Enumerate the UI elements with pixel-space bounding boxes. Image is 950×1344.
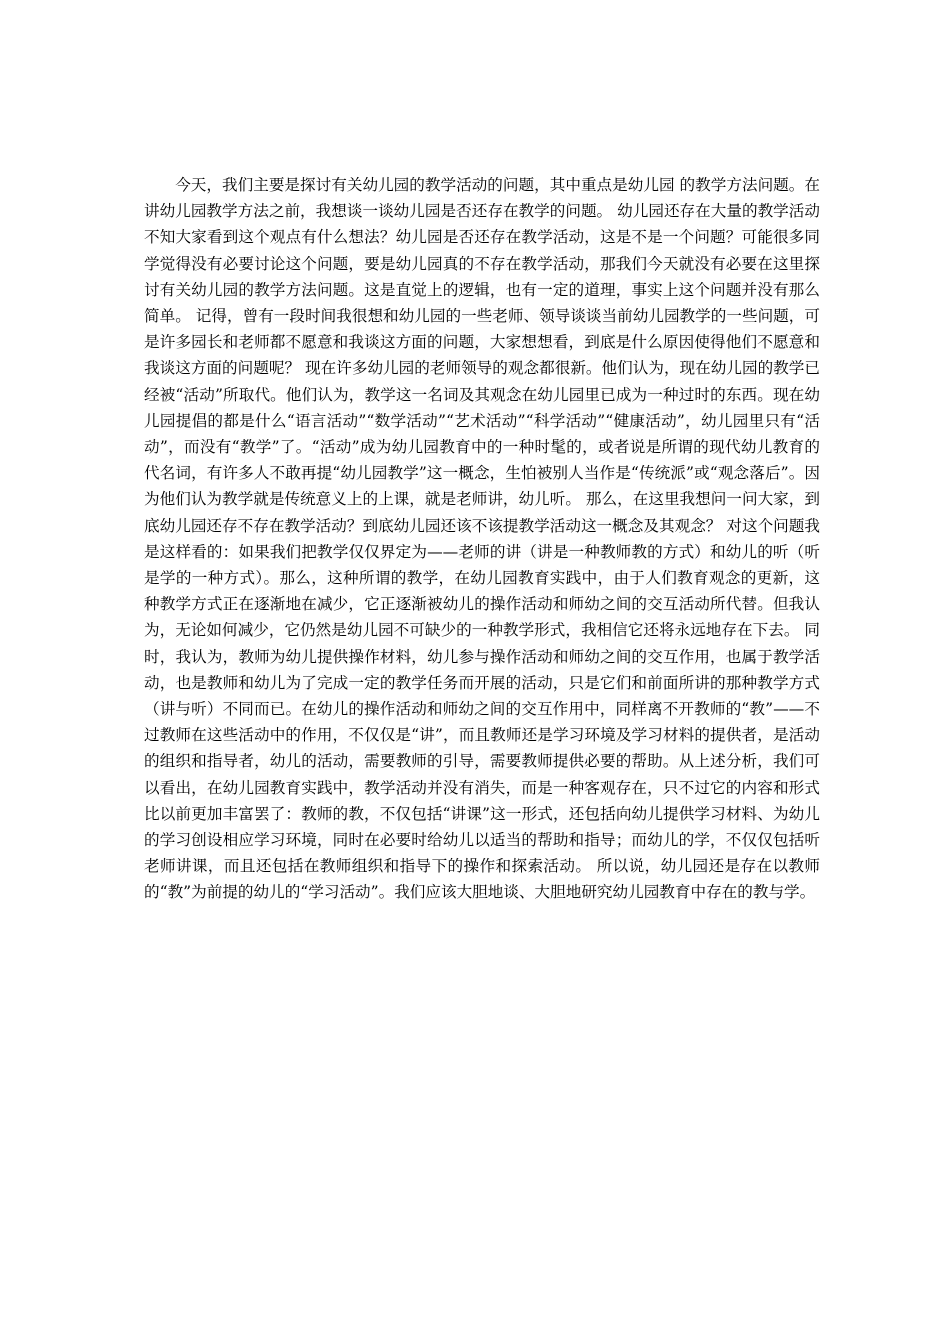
body-paragraph: 今天，我们主要是探讨有关幼儿园的教学活动的问题，其中重点是幼儿园 的教学方法问题。在讲幼儿园教学方法之前，我想谈一谈幼儿园是否还存在教学的问题。 幼儿园还存在大量的教学活动 不知大家看到这个观点有什么想法？幼儿园是否还存在教学活动，这是不是一个问题？可能很多同学觉得没有必要讨论这个问题，要是幼儿园真的不存在教学活动，那我们今天就没有必要在这里探讨有关幼儿园的教学方法问题。这是直觉上的逻辑，也有一定的道理，事实上这个问题并没有那么简单。 记得，曾有一段时间我很想和幼儿园的一些老师、领导谈谈当前幼儿园教学的一些问题，可是许多园长和老师都不愿意和我谈这方面的问题，大家想想看，到底是什么原因使得他们不愿意和我谈这方面的问题呢？ 现在许多幼儿园的老师领导的观念都很新。他们认为，现在幼儿园的教学已经被“活动”所取代。他们认为，教学这一名词及其观念在幼儿园里已成为一种过时的东西。现在幼儿园提倡的都是什么“语言活动”“数学活动”“艺术活动”“科学活动”“健康活动”，幼儿园里只有“活动”，而没有“教学”了。“活动”成为幼儿园教育中的一种时髦的，或者说是所谓的现代幼儿教育的代名词，有许多人不敢再提“幼儿园教学”这一概念，生怕被别人当作是“传统派”或“观念落后”。因为他们认为教学就是传统意义上的上课，就是老师讲，幼儿听。 那么，在这里我想问一问大家，到底幼儿园还存不存在教学活动？到底幼儿园还该不该提教学活动这一概念及其观念？ 对这个问题我是这样看的：如果我们把教学仅仅界定为——老师的讲（讲是一种教师教的方式）和幼儿的听（听是学的一种方式）。那么，这种所谓的教学，在幼儿园教育实践中，由于人们教育观念的更新，这种教学方式正在逐渐地在减少，它正逐渐被幼儿的操作活动和师幼之间的交互活动所代替。但我认为，无论如何减少，它仍然是幼儿园不可缺少的一种教学形式，我相信它还将永远地存在下去。 同时，我认为，教师为幼儿提供操作材料，幼儿参与操作活动和师幼之间的交互作用，也属于教学活动，也是教师和幼儿为了完成一定的教学任务而开展的活动，只是它们和前面所讲的那种教学方式（讲与听）不同而已。在幼儿的操作活动和师幼之间的交互作用中，同样离不开教师的“教”——不过教师在这些活动中的作用，不仅仅是“讲”，而且教师还是学习环境及学习材料的提供者，是活动的组织和指导者，幼儿的活动，需要教师的引导，需要教师提供必要的帮助。从上述分析，我们可以看出，在幼儿园教育实践中，教学活动并没有消失，而是一种客观存在，只不过它的内容和形式比以前更加丰富罢了：教师的教，不仅包括“讲课”这一形式，还包括向幼儿提供学习材料、为幼儿的学习创设相应学习环境，同时在必要时给幼儿以适当的帮助和指导；而幼儿的学，不仅仅包括听老师讲课，而且还包括在教师组织和指导下的操作和探索活动。 所以说，幼儿园还是存在以教师的“教”为前提的幼儿的“学习活动”。我们应该大胆地谈、大胆地研究幼儿园教育中存在的教与学。 — [144, 176, 820, 902]
